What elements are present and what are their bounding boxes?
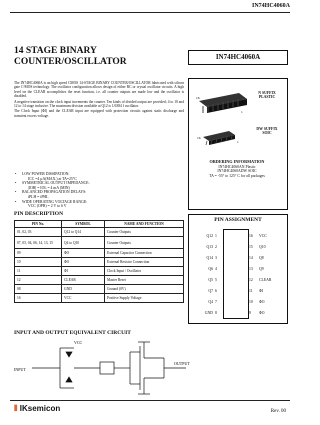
pin-assignment-row xyxy=(189,286,287,297)
footer-rule xyxy=(10,400,290,401)
feature-item: • SYMMETRICAL OUTPUT IMPEDANCE: xyxy=(14,181,184,186)
pin-left-name: GND xyxy=(204,311,213,315)
pin-assignment-title: PIN ASSIGNMENT xyxy=(214,217,262,223)
pin-left-number: 8 xyxy=(215,311,217,315)
symbol-cell: CLEAR xyxy=(62,276,105,285)
pin-left-number: 2 xyxy=(215,245,217,249)
soic-pin-16-label: 16 xyxy=(197,136,201,140)
ordering-line: IN74HC4060ADW SOIC xyxy=(217,169,257,173)
symbol-cell: Q4 to Q10 xyxy=(62,237,105,249)
pin-left-name: Q7 xyxy=(208,289,213,293)
symbol-cell: ΦO xyxy=(62,258,105,267)
description-text xyxy=(14,81,184,119)
table-row xyxy=(15,276,184,285)
ordering-line: IN74HC4060AN Plastic xyxy=(218,164,256,169)
dip-type: PLASTIC xyxy=(258,95,276,100)
logo-mark-icon: ⦀ xyxy=(14,404,18,413)
table-row xyxy=(15,294,184,303)
pin-right-number: 9 xyxy=(249,311,251,315)
ordering-title: ORDERING INFORMATION xyxy=(209,159,265,164)
header-part-number: IN74HC4060A xyxy=(251,3,290,9)
pin-number-cell: 16 xyxy=(15,294,62,303)
pin-right-name: ΦI xyxy=(259,289,264,293)
pin-assignment-row xyxy=(189,253,287,264)
feature-item: • WIDE OPERATING VOLTAGE RANGE: xyxy=(14,200,184,205)
feature-list xyxy=(14,172,184,209)
pin-description-table xyxy=(14,220,184,303)
pin-right-name: Q10 xyxy=(259,245,266,249)
logo-text: IKsemicon xyxy=(19,404,61,413)
feature-detail: ICC =4 µA(MAX.) at TA=25°C xyxy=(28,176,77,181)
pin-rows xyxy=(189,231,287,319)
dip-package-icon xyxy=(199,93,247,113)
io-circuit-diagram xyxy=(14,338,204,396)
pin-number-cell: 12 xyxy=(15,276,62,285)
package-box xyxy=(188,78,288,210)
part-number-box: IN74HC4060A xyxy=(188,50,288,65)
pin-assignment-row xyxy=(189,308,287,319)
pin-left-number: 7 xyxy=(215,300,217,304)
table-row xyxy=(15,285,184,294)
pin-right-number: 12 xyxy=(249,278,253,282)
column-header: SYMBOL xyxy=(62,221,105,228)
table-row xyxy=(15,228,184,237)
function-cell: Positive Supply Voltage xyxy=(105,294,184,303)
pin-number-cell: 10 xyxy=(15,258,62,267)
title-line-1: 14 STAGE BINARY xyxy=(14,46,97,56)
intro-paragraph: The IN74HC4060A is an high speed CMOS 14-STAGE BINARY COUNTER/OSCILLATOR fabricated with silicon gate C²MOS technology. The oscillator configuration allows design of either RC or crystal oscillator circuits. A high level on the CLEAR accomplishes the reset function, i.e. all counter outputs are made low and the oscillator is disabled. xyxy=(14,81,184,99)
feature-detail: VCC (OPR) = 2 V to 6 V xyxy=(28,204,67,209)
pin-assignment-box xyxy=(188,214,288,324)
io-circuit-title: INPUT AND OUTPUT EQUIVALENT CIRCUIT xyxy=(14,330,131,336)
pin-assignment-row xyxy=(189,275,287,286)
output-label: OUTPUT xyxy=(174,361,190,366)
title-line-2: COUNTER/OSCILLATOR xyxy=(14,57,127,67)
symbol-cell: GND xyxy=(62,285,105,294)
column-header: PIN No. xyxy=(15,221,62,228)
pin-left-name: Q12 xyxy=(206,234,213,238)
dip-suffix: N SUFFIX xyxy=(258,91,276,95)
function-cell: External Capacitor Connection xyxy=(105,249,184,258)
pin-left-number: 6 xyxy=(215,289,217,293)
company-logo xyxy=(14,404,60,414)
pin-assignment-row xyxy=(189,297,287,308)
soic-type: SOIC xyxy=(262,131,272,136)
pin-assignment-row xyxy=(189,231,287,242)
pin-left-name: Q14 xyxy=(206,256,213,260)
function-cell: Counter Outputs xyxy=(105,237,184,249)
input-label: INPUT xyxy=(14,367,26,372)
pin-assignment-row xyxy=(189,242,287,253)
intro-paragraph: The Clock Input (ΦI) and the CLEAR input are equipped with protection circuits against static discharge and transient excess voltage. xyxy=(14,109,184,118)
table-row xyxy=(15,249,184,258)
feature-item: • LOW POWER DISSIPATION: xyxy=(14,172,184,177)
symbol-cell: ΦI xyxy=(62,267,105,276)
pin-left-name: Q6 xyxy=(208,267,213,271)
dip-label xyxy=(249,91,285,100)
function-cell: Ground (0V) xyxy=(105,285,184,294)
function-cell: Master Reset xyxy=(105,276,184,285)
pin-right-name: ΦO xyxy=(259,300,265,304)
pin-number-cell: 09 xyxy=(15,249,62,258)
intro-paragraph: A negative transition on the clock input increments the counter. Ten kinds of divided output are provided; 4 to 10 and 12 to 14 stage inclusive. The maximum division available at Q12 is 1/6384 f oscillator. xyxy=(14,99,184,109)
soic-pin-1-label: 1 xyxy=(237,140,239,144)
symbol-cell: Q12 to Q14 xyxy=(62,228,105,237)
function-cell: Clock Input / Oscillator xyxy=(105,267,184,276)
pin-left-number: 1 xyxy=(215,234,217,238)
pin-left-number: 5 xyxy=(215,278,217,282)
soic-label xyxy=(249,127,285,136)
header-rule xyxy=(10,12,290,13)
pin-left-number: 3 xyxy=(215,256,217,260)
pin-number-cell: 01, 02, 03 xyxy=(15,228,62,237)
symbol-cell: ΦO xyxy=(62,249,105,258)
dip-pin-1-label: 1 xyxy=(241,110,243,114)
revision-label: Rev. 00 xyxy=(270,409,286,414)
pin-right-number: 15 xyxy=(249,245,253,249)
pin-assignment-row xyxy=(189,264,287,275)
pin-number-cell: 08 xyxy=(15,285,62,294)
pin-right-number: 14 xyxy=(249,256,253,260)
column-header: NAME AND FUNCTION xyxy=(105,221,184,228)
pin-right-number: 10 xyxy=(249,300,253,304)
pin-number-cell: 11 xyxy=(15,267,62,276)
table-row xyxy=(15,267,184,276)
vcc-label: VCC xyxy=(74,340,83,345)
pin-right-name: Q9 xyxy=(259,267,264,271)
page-title xyxy=(14,46,184,68)
ordering-line: TA = -55° to 125° C for all packages xyxy=(209,173,265,178)
ordering-information xyxy=(190,160,284,178)
table-row xyxy=(15,237,184,249)
table-header-row xyxy=(15,221,184,228)
pin-left-name: Q13 xyxy=(206,245,213,249)
soic-package-icon xyxy=(203,131,235,145)
pin-right-name: ΦO xyxy=(259,311,265,315)
function-cell: External Resistor Connection xyxy=(105,258,184,267)
symbol-cell: VCC xyxy=(62,294,105,303)
pin-number-cell: 07, 05, 04, 06, 14, 13, 15 xyxy=(15,237,62,249)
dip-pin-16-label: 16 xyxy=(196,96,200,100)
table-row xyxy=(15,258,184,267)
feature-item: • BALANCED PROPAGATION DELAYS: xyxy=(14,190,184,195)
pin-right-number: 11 xyxy=(249,289,253,293)
pin-right-name: VCC xyxy=(259,234,267,238)
pin-description-title: PIN DESCRIPTION xyxy=(14,211,64,217)
feature-detail: tPLH = tPHL xyxy=(28,194,49,199)
pin-left-name: Q5 xyxy=(208,278,213,282)
pin-left-number: 4 xyxy=(215,267,217,271)
feature-detail: |IOH| = IOL = 4 mA (MIN) xyxy=(28,185,70,190)
pin-right-name: Q8 xyxy=(259,256,264,260)
pin-left-name: Q4 xyxy=(208,300,213,304)
soic-suffix: DW SUFFIX xyxy=(256,127,278,131)
pin-right-number: 16 xyxy=(249,234,253,238)
pin-right-name: CLEAR xyxy=(259,278,272,282)
function-cell: Counter Outputs xyxy=(105,228,184,237)
pin-right-number: 13 xyxy=(249,267,253,271)
